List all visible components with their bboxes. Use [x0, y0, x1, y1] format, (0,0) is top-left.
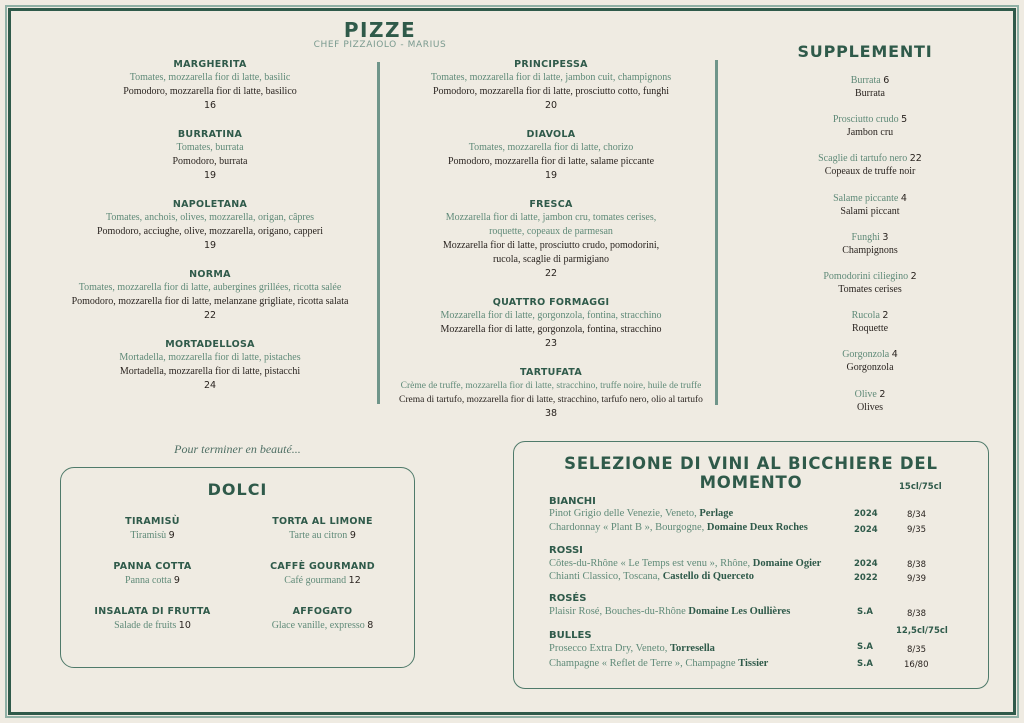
pizza-desc-fr: Tomates, mozzarella fior di latte, jambon cuit, champignons [430, 72, 672, 83]
pizza-item [60, 338, 360, 393]
supplement-name-it: Rucola [851, 310, 880, 322]
wine-year: 2022 [854, 573, 878, 583]
dolce-price: 10 [178, 620, 191, 631]
supplement-name-it: Funghi [851, 231, 880, 243]
pizza-desc-it: Mortadella, mozzarella fior di latte, pistacchi [119, 366, 301, 377]
dolce-price: 12 [348, 575, 361, 586]
supplement-price: 4 [900, 192, 907, 204]
supplement-name-fr: Champignons [842, 244, 898, 256]
pizza-desc-fr: Tomates, burrata [176, 142, 244, 153]
dolce-name: INSALATA DI FRUTTA [94, 606, 211, 617]
pizza-name: NAPOLETANA [172, 199, 248, 210]
supplement-name-it: Pomodorini ciliegino [823, 270, 909, 282]
pizza-desc-fr: Tomates, mozzarella fior di latte, chorizo [468, 142, 634, 153]
column-divider-right [715, 60, 718, 405]
supplement-price: 6 [883, 75, 890, 86]
pizza-item [400, 128, 702, 183]
supplement-item [770, 113, 970, 152]
wine-producer: Torresella [670, 643, 715, 654]
pizza-desc-it: Pomodoro, mozzarella fior di latte, melanzane grigliate, ricotta salata [71, 296, 349, 307]
pizza-desc-fr: Mozzarella fior di latte, gorgonzola, fontina, stracchino [440, 310, 662, 321]
pizza-item [400, 296, 702, 351]
dolce-desc: Glace vanille, expresso [271, 620, 365, 631]
wine-row [549, 558, 969, 571]
supplement-name-it: Olive [854, 388, 877, 400]
wine-row [549, 606, 969, 619]
pizza-price: 19 [203, 240, 217, 251]
supplement-name-fr: Tomates cerises [838, 283, 902, 295]
dolci-box [60, 467, 415, 668]
supplement-name-fr: Olives [856, 401, 884, 413]
supplement-item [770, 270, 970, 309]
dolce-price: 9 [168, 530, 175, 541]
pizza-desc-fr: Tomates, mozzarella fior di latte, basilic [129, 72, 291, 83]
pizza-column-middle [400, 58, 702, 436]
pizza-desc-it: Pomodoro, acciughe, olive, mozzarella, origano, capperi [96, 226, 324, 237]
supplement-price: 4 [891, 349, 898, 361]
wine-price: 9/39 [907, 574, 927, 584]
pizza-name: MARGHERITA [173, 59, 247, 70]
pizza-name: NORMA [189, 269, 231, 280]
supplement-item [770, 309, 970, 348]
pizza-item [400, 198, 702, 281]
pizza-price: 24 [203, 380, 217, 391]
wine-unit-sparkling: 12,5cl/75cl [896, 626, 948, 636]
pizza-name: TARTUFATA [520, 367, 582, 378]
pizze-title: PIZZE [343, 18, 417, 42]
dolce-name: TORTA AL LIMONE [272, 516, 373, 527]
wine-price: 9/35 [907, 525, 927, 535]
pizza-item [60, 128, 360, 183]
column-divider-left [377, 62, 380, 404]
pizza-name: PRINCIPESSA [514, 59, 588, 70]
pizza-item [60, 198, 360, 253]
wine-year: 2024 [854, 525, 878, 535]
pizza-item [400, 58, 702, 113]
supplement-name-it: Salame piccante [833, 192, 899, 204]
pizza-name: FRESCA [529, 199, 573, 210]
supplement-item [770, 74, 970, 113]
pizza-desc-it: Crema di tartufo, mozzarella fior di latte, stracchino, tarfufo nero, olio al tartufo [399, 395, 703, 405]
wine-producer: Domaine Les Oullières [688, 606, 791, 617]
wine-unit-still: 15cl/75cl [899, 482, 942, 492]
pizza-desc-it: Pomodoro, mozzarella fior di latte, basilico [123, 86, 297, 97]
pizza-name: BURRATINA [177, 129, 243, 140]
dolce-name: AFFOGATO [292, 606, 353, 617]
dolce-price: 9 [349, 530, 356, 541]
supplementi-list [770, 74, 970, 427]
pizza-price: 16 [203, 100, 217, 111]
wine-producer: Domaine Ogier [752, 558, 822, 569]
supplement-name-it: Gorgonzola [842, 349, 890, 361]
pizza-desc-it: Pomodoro, mozzarella fior di latte, prosciutto cotto, funghi [432, 86, 670, 97]
supplement-name-it: Scaglie di tartufo nero [818, 153, 908, 165]
supplement-price: 2 [910, 270, 917, 282]
wine-name: Côtes-du-Rhône « Le Temps est venu », Rhône, [549, 558, 753, 569]
wine-row [549, 643, 969, 656]
pizza-desc-fr: Mortadella, mozzarella fior di latte, pistaches [119, 352, 301, 363]
dolce-item [235, 605, 410, 633]
wine-price: 16/80 [904, 660, 929, 670]
supplement-name-fr: Salami piccant [840, 205, 900, 217]
pizza-item [386, 366, 716, 421]
wine-name: Champagne « Reflet de Terre », Champagne [549, 658, 739, 669]
wine-row [549, 571, 969, 584]
dolce-item [235, 560, 410, 588]
wine-year: S.A [857, 659, 873, 669]
wine-name: Plaisir Rosé, Bouches-du-Rhône [549, 606, 689, 617]
wine-price: 8/38 [907, 560, 927, 570]
dolce-item [65, 515, 240, 543]
dolce-name: TIRAMISÙ [125, 516, 180, 527]
pizza-desc-fr: Mozzarella fior di latte, jambon cru, tomates cerises, roquette, copeaux de parmesan [445, 212, 657, 237]
pizza-name: MORTADELLOSA [165, 339, 255, 350]
supplement-item [770, 388, 970, 427]
wine-year: 2024 [854, 509, 878, 519]
pizza-column-left [60, 58, 360, 408]
wine-name: Prosecco Extra Dry, Veneto, [549, 643, 671, 654]
wine-price: 8/38 [907, 609, 927, 619]
supplement-name-fr: Jambon cru [846, 127, 894, 139]
supplementi-title: SUPPLEMENTI [797, 42, 933, 61]
pizza-price: 19 [544, 170, 558, 181]
pizza-name: QUATTRO FORMAGGI [492, 297, 610, 308]
wine-row [549, 508, 969, 521]
supplement-price: 5 [901, 114, 908, 126]
wine-price: 8/34 [907, 510, 927, 520]
pizza-price: 22 [544, 268, 558, 279]
wine-producer: Perlage [699, 508, 734, 519]
supplement-name-fr: Burrata [855, 88, 885, 99]
wine-year: S.A [857, 607, 873, 617]
dolci-title: DOLCI [207, 480, 268, 499]
supplement-name-fr: Gorgonzola [846, 362, 894, 374]
dolci-tagline: Pour terminer en beauté... [174, 442, 301, 456]
pizza-desc-fr: Tomates, anchois, olives, mozzarella, origan, câpres [105, 212, 315, 223]
wine-name: Pinot Grigio delle Venezie, Veneto, [549, 508, 700, 519]
pizza-price: 20 [544, 100, 558, 111]
wine-year: S.A [857, 642, 873, 652]
wine-category: ROSÉS [549, 593, 587, 604]
pizza-price: 19 [203, 170, 217, 181]
wine-producer: Tissier [738, 658, 769, 669]
dolce-item [65, 560, 240, 588]
pizza-desc-fr: Crème de truffe, mozzarella fior di latte, stracchino, truffe noire, huile de truffe [400, 381, 702, 391]
wine-category: BIANCHI [549, 496, 596, 507]
supplement-name-it: Prosciutto crudo [832, 114, 899, 126]
dolce-desc: Café gourmand [284, 575, 347, 586]
supplement-item [770, 152, 970, 191]
supplement-price: 3 [882, 231, 889, 243]
pizza-desc-it: Pomodoro, burrata [172, 156, 248, 167]
dolce-price: 9 [173, 575, 180, 586]
wine-price: 8/35 [907, 645, 927, 655]
dolce-name: CAFFÈ GOURMAND [270, 561, 375, 572]
pizza-price: 38 [544, 408, 558, 419]
supplement-name-fr: Copeaux de truffe noir [824, 166, 916, 178]
wine-name: Chardonnay « Plant B », Bourgogne, [549, 522, 707, 533]
wine-category: BULLES [549, 630, 592, 641]
dolce-desc: Salade de fruits [114, 620, 177, 631]
dolce-desc: Tiramisù [130, 530, 167, 541]
dolce-desc: Tarte au citron [289, 530, 348, 541]
supplement-price: 22 [909, 153, 922, 165]
supplement-price: 2 [882, 310, 889, 322]
supplement-item [770, 192, 970, 231]
wine-producer: Domaine Deux Roches [706, 522, 808, 533]
dolce-price: 8 [367, 620, 374, 631]
pizza-name: DIAVOLA [526, 129, 576, 140]
dolce-desc: Panna cotta [125, 575, 172, 586]
wine-year: 2024 [854, 559, 878, 569]
dolce-name: PANNA COTTA [113, 561, 192, 572]
supplement-name-it: Burrata [850, 75, 881, 86]
wine-producer: Castello di Querceto [662, 571, 755, 582]
wine-title: SELEZIONE DI VINI AL BICCHIERE DEL MOMENTO [564, 454, 938, 492]
pizza-item [60, 268, 360, 323]
dolce-item [235, 515, 410, 543]
supplement-item [770, 231, 970, 270]
pizza-price: 22 [203, 310, 217, 321]
dolce-item [65, 605, 240, 633]
supplement-name-fr: Roquette [851, 323, 889, 335]
pizza-price: 23 [544, 338, 558, 349]
wine-category: ROSSI [549, 545, 583, 556]
wine-box [513, 441, 989, 689]
pizza-desc-fr: Tomates, mozzarella fior di latte, aubergines grillées, ricotta salée [78, 282, 342, 293]
wine-row [549, 522, 969, 535]
wine-row [549, 658, 969, 671]
pizza-desc-it: Pomodoro, mozzarella fior di latte, salame piccante [447, 156, 655, 167]
pizza-desc-it: Mozzarella fior di latte, prosciutto crudo, pomodorini, rucola, scaglie di parmigiano [442, 240, 660, 265]
supplement-price: 2 [879, 388, 886, 400]
supplement-item [770, 348, 970, 387]
pizza-desc-it: Mozzarella fior di latte, gorgonzola, fontina, stracchino [440, 324, 662, 335]
wine-name: Chianti Classico, Toscana, [549, 571, 663, 582]
pizza-item [60, 58, 360, 113]
pizze-subtitle: CHEF PIZZAIOLO - MARIUS [313, 40, 447, 50]
